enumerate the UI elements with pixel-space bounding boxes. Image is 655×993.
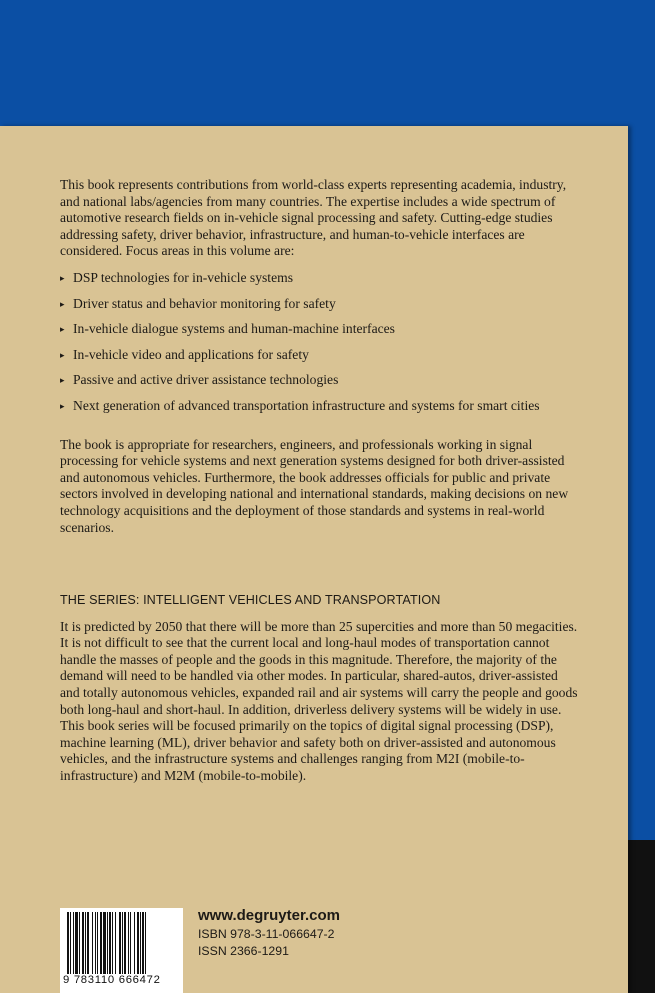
- series-paragraph: It is predicted by 2050 that there will be more than 25 supercities and more than 50 megacities. It is not difficult to see that the current local and long-haul modes of transportation cannot handle the masses of people and the goods in this magnitude. Therefore, the majority of the demand will need to be handled via other modes. In particular, shared-autos, driver-assisted and totally autonomous vehicles, expanded rail and air systems will carry the people and goods both long-haul and short-haul. In addition, driverless delivery systems will be widely in use. This book series will be focused primarily on the topics of digital signal processing (DSP), machine learning (ML), driver behavior and safety both on driver-assisted and autonomous vehicles, and the infrastructure systems and challenges ranging from M2I (mobile-to-infrastructure) and M2M (mobile-to-mobile).: [60, 618, 578, 784]
- focus-area-item: ▸ DSP technologies for in-vehicle systems: [60, 269, 293, 285]
- isbn-barcode: [60, 908, 183, 993]
- back-cover-text: [60, 177, 580, 785]
- focus-area-item: ▸ Next generation of advanced transportation infrastructure and systems for smart cities: [60, 397, 540, 413]
- publisher-url[interactable]: www.degruyter.com: [198, 907, 340, 924]
- cover-spine-band: [628, 0, 655, 840]
- intro-paragraph: This book represents contributions from world-class experts representing academia, industry, and national labs/agencies from many countries. The expertise includes a wide spectrum of automotive research fields on in-vehicle signal processing and safety. Cutting-edge studies addressing safety, driver behavior, infrastructure, and human-to-vehicle interfaces are considered. Focus areas in this volume are:: [60, 177, 567, 259]
- audience-paragraph: The book is appropriate for researchers, engineers, and professionals working in signal processing for vehicle systems and next generation systems designed for both driver-assisted and autonomous vehicles. Furthermore, the book addresses officials for public and private sectors involved in developing national and international standards, making decisions on new technology acquisitions and the deployment of those standards and systems in real-world scenarios.: [60, 436, 569, 535]
- cover-top-band: [0, 0, 655, 126]
- focus-areas-list: [60, 270, 580, 415]
- publisher-info: [198, 906, 340, 960]
- issn-number: ISSN 2366-1291: [198, 944, 289, 958]
- spine-black-strip: [628, 840, 655, 993]
- barcode-bars: [67, 912, 177, 974]
- bullet-icon: ▸: [60, 375, 65, 386]
- series-heading: THE SERIES: INTELLIGENT VEHICLES AND TRANSPORTATION: [60, 593, 441, 608]
- bullet-icon: ▸: [60, 272, 65, 283]
- barcode-digits: 9 783110 666472: [63, 974, 161, 986]
- bullet-icon: ▸: [60, 298, 65, 309]
- focus-area-item: ▸ Passive and active driver assistance technologies: [60, 372, 339, 388]
- bullet-icon: ▸: [60, 349, 65, 360]
- isbn-number: ISBN 978-3-11-066647-2: [198, 927, 335, 941]
- bullet-icon: ▸: [60, 324, 65, 335]
- focus-area-item: ▸ In-vehicle dialogue systems and human-machine interfaces: [60, 321, 395, 337]
- bullet-icon: ▸: [60, 400, 65, 411]
- focus-area-item: ▸ Driver status and behavior monitoring for safety: [60, 295, 336, 311]
- focus-area-item: ▸ In-vehicle video and applications for safety: [60, 346, 309, 362]
